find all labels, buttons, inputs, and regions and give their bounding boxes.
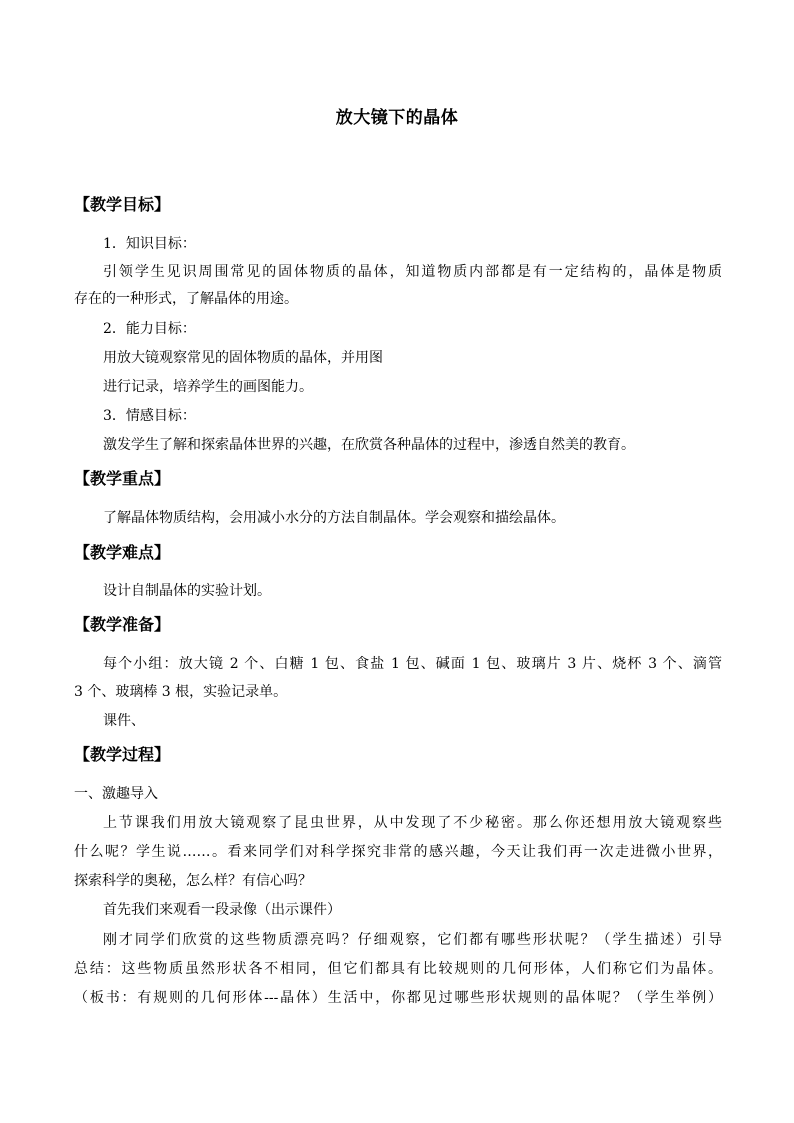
section-heading-difficulties: 【教学难点】 — [74, 543, 171, 562]
page-title: 放大镜下的晶体 — [335, 108, 459, 128]
preparation-text-line-3: 课件、 — [103, 713, 145, 729]
ability-goal-text-line-2: 进行记录，培养学生的画图能力。 — [103, 379, 313, 395]
process-part-1-label: 一、激趣导入 — [74, 786, 158, 802]
process-paragraph-3-line-3: （板书：有规则的几何形体---晶体）生活中，你都见过哪些形状规则的晶体呢？（学生举例） — [74, 990, 722, 1006]
emotion-goal-text-line-1: 激发学生了解和探索晶体世界的兴趣，在欣赏各种晶体的过程中，渗透自然美的教育。 — [103, 437, 635, 453]
key-points-text: 了解晶体物质结构，会用减小水分的方法自制晶体。学会观察和描绘晶体。 — [103, 510, 565, 526]
knowledge-goal-text-line-1: 引领学生见识周围常见的固体物质的晶体，知道物质内部都是有一定结构的，晶体是物质 — [103, 264, 722, 280]
process-paragraph-1-line-1: 上节课我们用放大镜观察了昆虫世界，从中发现了不少秘密。那么你还想用放大镜观察些 — [103, 815, 722, 831]
ability-goal-text-line-1: 用放大镜观察常见的固体物质的晶体，并用图 — [103, 350, 383, 366]
process-paragraph-2-line-1: 首先我们来观看一段录像（出示课件） — [103, 902, 341, 918]
knowledge-goal-label: 1．知识目标： — [103, 236, 196, 252]
section-heading-preparation: 【教学准备】 — [74, 615, 171, 634]
process-paragraph-3-line-1: 刚才同学们欣赏的这些物质漂亮吗？仔细观察，它们都有哪些形状呢？（学生描述）引导 — [103, 932, 722, 948]
process-paragraph-1-line-3: 探索科学的奥秘，怎么样？有信心吗？ — [74, 873, 312, 889]
emotion-goal-label: 3．情感目标： — [103, 408, 196, 424]
preparation-text-line-2: 3 个、玻璃棒 3 根，实验记录单。 — [74, 684, 288, 700]
section-heading-key-points: 【教学重点】 — [74, 469, 171, 488]
knowledge-goal-text-line-2: 存在的一种形式，了解晶体的用途。 — [74, 291, 298, 307]
process-paragraph-1-line-2: 什么呢？学生说……。看来同学们对科学探究非常的感兴趣，今天让我们再一次走进微小世界， — [74, 844, 722, 860]
section-heading-goals: 【教学目标】 — [74, 195, 171, 214]
section-heading-process: 【教学过程】 — [74, 745, 171, 764]
ability-goal-label: 2．能力目标： — [103, 321, 196, 337]
difficulties-text: 设计自制晶体的实验计划。 — [103, 583, 271, 599]
process-paragraph-3-line-2: 总结：这些物质虽然形状各不相同，但它们都具有比较规则的几何形体，人们称它们为晶体。 — [74, 961, 722, 977]
preparation-text-line-1: 每个小组：放大镜 2 个、白糖 1 包、食盐 1 包、碱面 1 包、玻璃片 3 片、烧杯 3 个、滴管 — [103, 656, 722, 672]
